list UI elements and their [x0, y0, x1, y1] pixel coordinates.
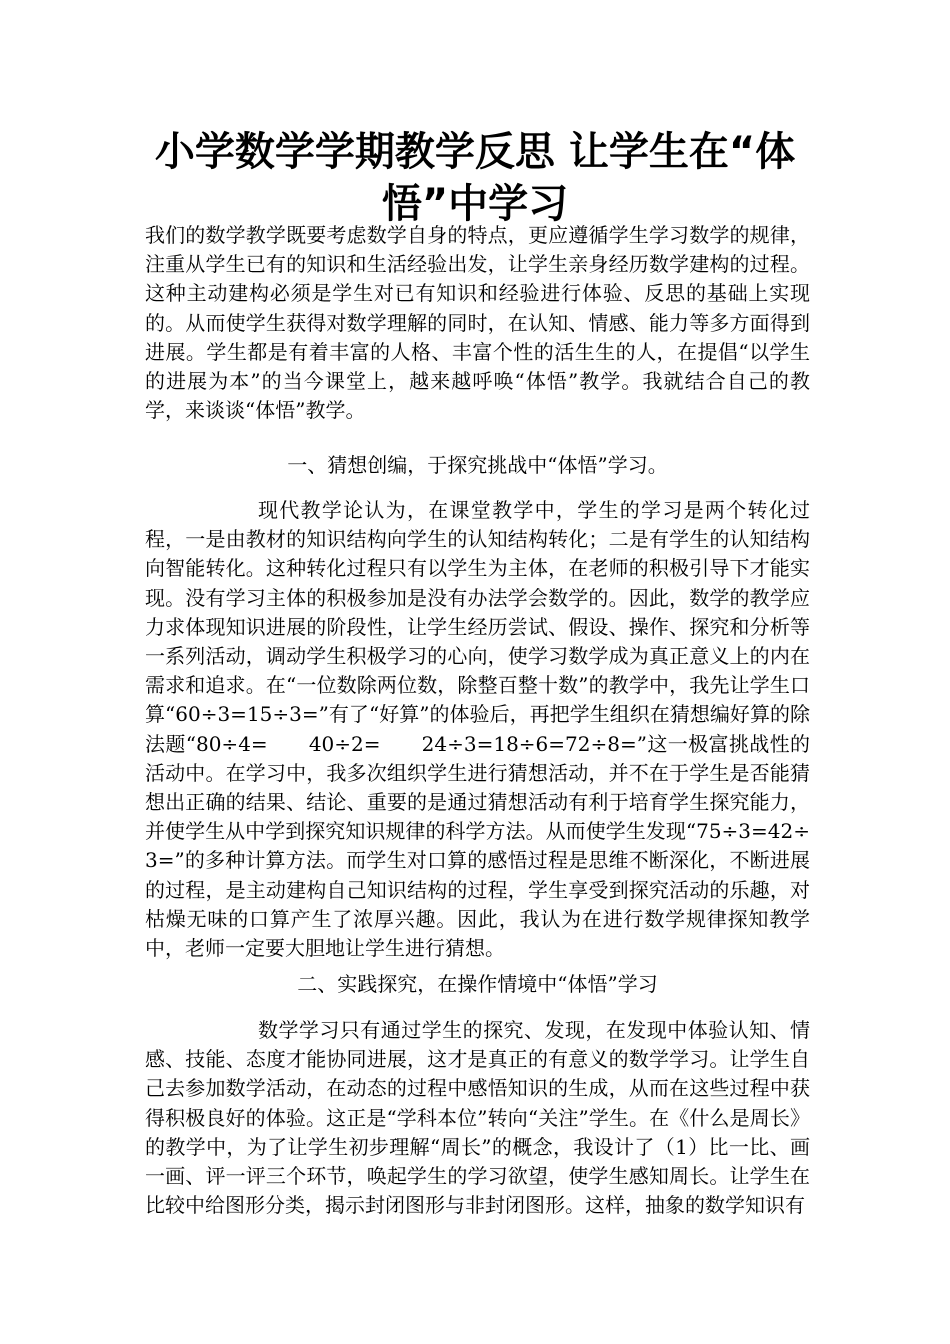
section-heading-2: 二、实践探究，在操作情境中“体悟”学习 [297, 972, 658, 996]
section-heading-1: 一、猜想创编，于探究挑战中“体悟”学习。 [287, 453, 668, 477]
section-1-paragraph: 现代教学论认为，在课堂教学中，学生的学习是两个转化过程，一是由教材的知识结构向学生的认知结构转化；二是有学生的认知结构向智能转化。这种转化过程只有以学生为主体，在老师的积极引导下才能实现。没有学习主体的积极参加是没有办法学会数学的。因此，数学的教学应力求体现知识进展的阶段性，让学生经历尝试、假设、操作、探究和分析等一系列活动，调动学生积极学习的心向，使学习数学成为真正意义上的内在需求和追求。在“一位数除两位数，除整百整十数”的教学中，我先让学生口算“60÷3=15÷3=”有了“好算”的体验后，再把学生组织在猜想编好算的除法题“80÷4= 40÷2= 24÷3=18÷6=72÷8=”这一极富挑战性的活动中。在学习中，我多次组织学生进行猜想活动，并不在于学生是否能猜想出正确的结果、结论、重要的是通过猜想活动有利于培育学生探究能力，并使学生从中学到探究知识规律的科学方法。从而使学生发现“75÷3=42÷3=”的多种计算方法。而学生对口算的感悟过程是思维不断深化，不断进展的过程，是主动建构自己知识结构的过程，学生享受到探究活动的乐趣，对枯燥无味的口算产生了浓厚兴趣。因此，我认为在进行数学规律探知教学中，老师一定要大胆地让学生进行猜想。 [145, 498, 810, 961]
document-title: 小学数学学期教学反思 让学生在“体悟”中学习 [154, 129, 796, 227]
intro-paragraph: 我们的数学教学既要考虑数学自身的特点，更应遵循学生学习数学的规律，注重从学生已有的知识和生活经验出发，让学生亲身经历数学建构的过程。这种主动建构必须是学生对已有知识和经验进行体验、反思的基础上实现的。从而使学生获得对数学理解的同时，在认知、情感、能力等多方面得到进展。学生都是有着丰富的人格、丰富个性的活生生的人，在提倡“以学生的进展为本”的当今课堂上，越来越呼唤“体悟”教学。我就结合自己的教学，来谈谈“体悟”教学。 [145, 223, 810, 423]
section-2-paragraph: 数学学习只有通过学生的探究、发现，在发现中体验认知、情感、技能、态度才能协同进展，这才是真正的有意义的数学学习。让学生自己去参加数学活动，在动态的过程中感悟知识的生成，从而在这些过程中获得积极良好的体验。这正是“学科本位”转向“关注”学生。在《什么是周长》的教学中，为了让学生初步理解“周长”的概念，我设计了（1）比一比、画一画、评一评三个环节，唤起学生的学习欲望，使学生感知周长。让学生在比较中给图形分类，揭示封闭图形与非封闭图形。这样，抽象的数学知识有 [145, 1018, 810, 1218]
